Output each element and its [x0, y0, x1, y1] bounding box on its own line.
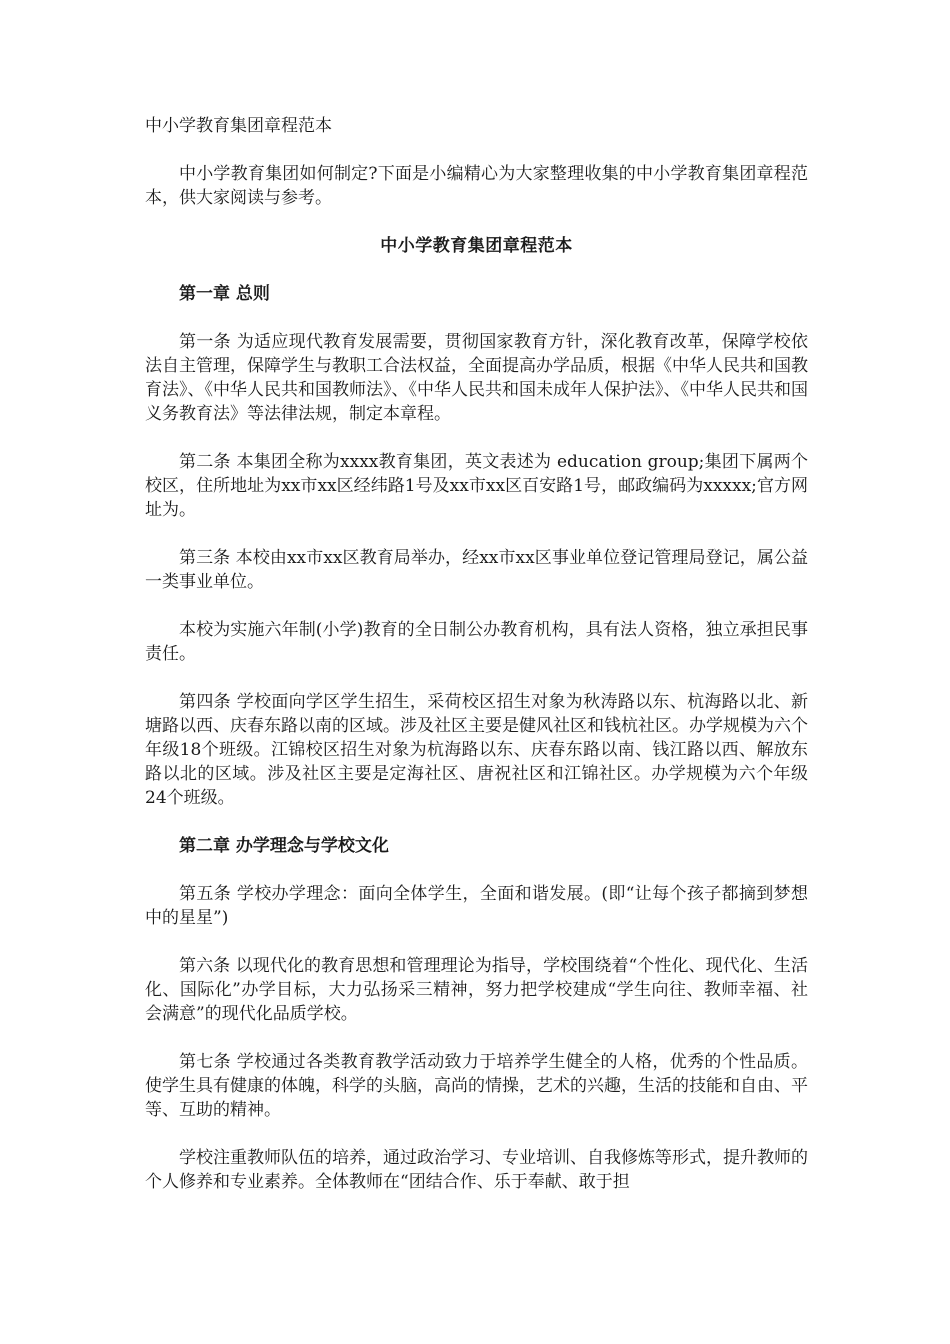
article-3-continued: 本校为实施六年制(小学)教育的全日制公办教育机构，具有法人资格，独立承担民事责任。	[145, 620, 808, 664]
article-5: 第五条 学校办学理念：面向全体学生，全面和谐发展。(即“让每个孩子都摘到梦想中的星星”)	[145, 884, 808, 928]
intro-paragraph: 中小学教育集团如何制定?下面是小编精心为大家整理收集的中小学教育集团章程范本，供大家阅读与参考。	[145, 164, 808, 208]
article-7: 第七条 学校通过各类教育教学活动致力于培养学生健全的人格，优秀的个性品质。使学生具有健康的体魄，科学的头脑，高尚的情操，艺术的兴趣，生活的技能和自由、平等、互助的精神。	[145, 1052, 808, 1120]
chapter-heading-2: 第二章 办学理念与学校文化	[179, 836, 389, 856]
document-heading: 中小学教育集团章程范本	[145, 116, 332, 136]
article-4: 第四条 学校面向学区学生招生，采荷校区招生对象为秋涛路以东、杭海路以北、新塘路以西、庆春东路以南的区域。涉及社区主要是健风社区和钱杭社区。办学规模为六个年级18个班级。江锦校区招生对象为杭海路以东、庆春东路以南、钱江路以西、解放东路以北的区域。涉及社区主要是定海社区、唐祝社区和江锦社区。办学规模为六个年级24个班级。	[145, 692, 808, 808]
article-3: 第三条 本校由xx市xx区教育局举办，经xx市xx区事业单位登记管理局登记，属公益一类事业单位。	[145, 548, 808, 592]
charter-title: 中小学教育集团章程范本	[380, 236, 573, 256]
document-body	[145, 114, 808, 1194]
article-1: 第一条 为适应现代教育发展需要，贯彻国家教育方针，深化教育改革，保障学校依法自主管理，保障学生与教职工合法权益，全面提高办学品质，根据《中华人民共和国教育法》、《中华人民共和国教师法》、《中华人民共和国未成年人保护法》、《中华人民共和国义务教育法》等法律法规，制定本章程。	[145, 332, 808, 424]
article-6: 第六条 以现代化的教育思想和管理理论为指导，学校围绕着“个性化、现代化、生活化、国际化”办学目标，大力弘扬采三精神，努力把学校建成“学生向往、教师幸福、社会满意”的现代化品质学校。	[145, 956, 808, 1024]
chapter-heading-1: 第一章 总则	[179, 284, 270, 304]
article-7-continued: 学校注重教师队伍的培养，通过政治学习、专业培训、自我修炼等形式，提升教师的个人修养和专业素养。全体教师在“团结合作、乐于奉献、敢于担	[145, 1148, 808, 1192]
article-2: 第二条 本集团全称为xxxx教育集团，英文表述为 education group;集团下属两个校区，住所地址为xx市xx区经纬路1号及xx市xx区百安路1号，邮政编码为xxxxx;官方网址为。	[145, 452, 808, 520]
